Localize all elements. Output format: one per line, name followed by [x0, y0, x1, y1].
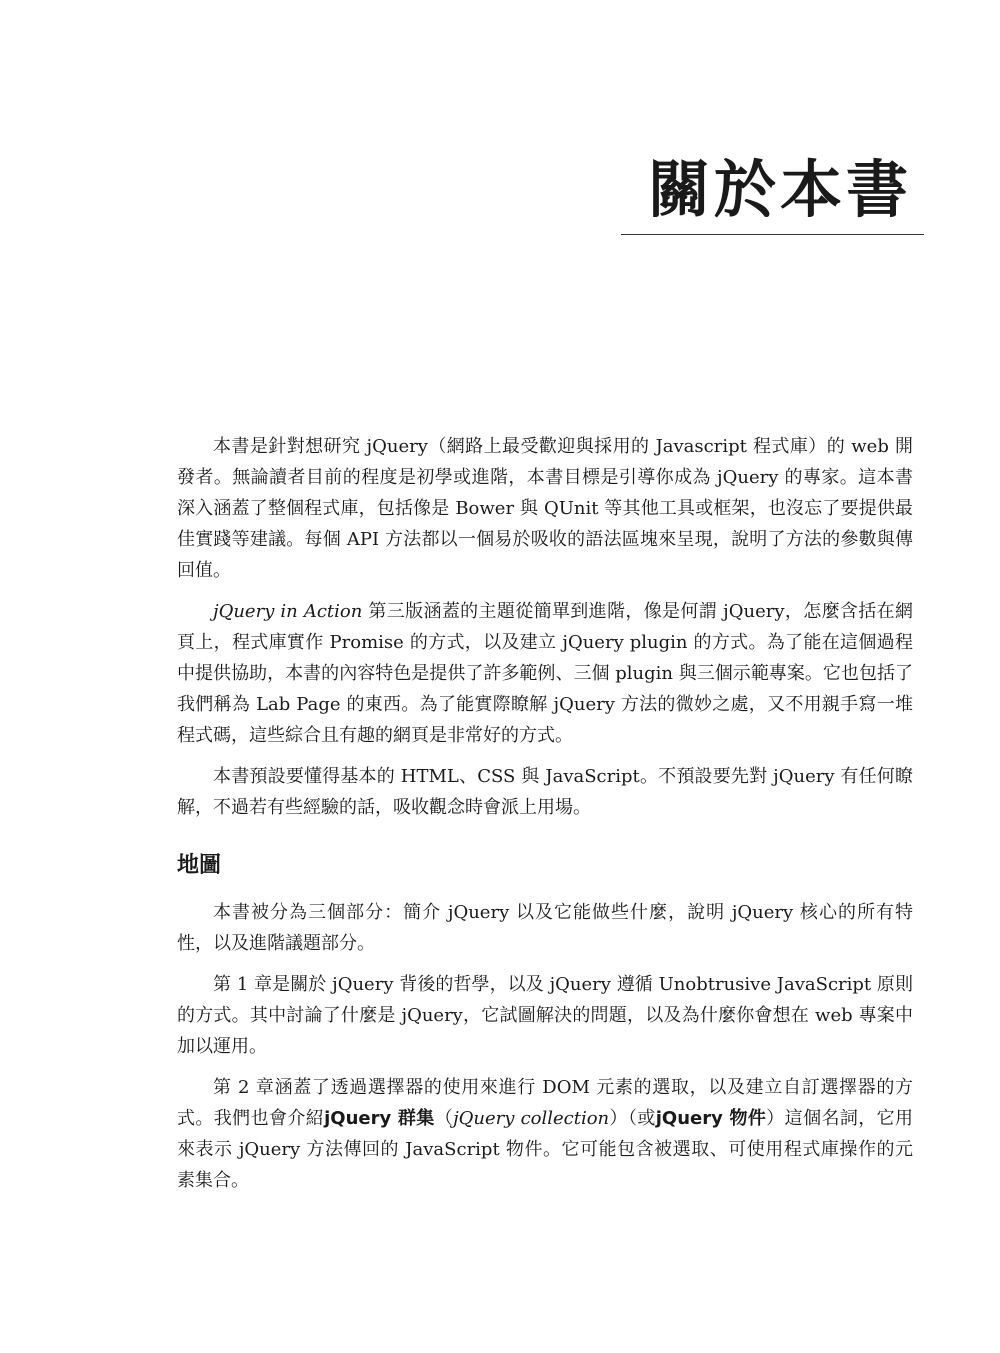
- roadmap-paragraph-3: [177, 1072, 913, 1196]
- roadmap-paragraph-1: 本書被分為三個部分：簡介 jQuery 以及它能做些什麼，說明 jQuery 核心的所有特性，以及進階議題部分。: [177, 902, 913, 954]
- body-text: [177, 431, 913, 1206]
- roadmap-paragraph-3-text-a: 第 2 章涵蓋了透過選擇器的使用來進行 DOM 元素的選取，以及建立自訂選擇器的方式。我們也會介紹: [177, 1077, 913, 1129]
- roadmap-paragraph-3-text-d: ）這個名詞，它用來表示 jQuery 方法傳回的 JavaScript 物件。它可能包含被選取、可使用程式庫操作的元素集合。: [177, 1108, 914, 1191]
- term-jquery-collection: jQuery 群集: [324, 1108, 435, 1129]
- term-jquery-object: jQuery 物件: [655, 1108, 767, 1129]
- book-title: jQuery in Action: [213, 601, 363, 622]
- intro-paragraph-2-text: 第三版涵蓋的主題從簡單到進階，像是何謂 jQuery，怎麼含括在網頁上，程式庫實作 Promise 的方式，以及建立 jQuery plugin 的方式。為了能在這個過程中提供協助，本書的內容特色是提供了許多範例、三個 plugin 與三個示範專案。它也包括了我們稱為 Lab Page 的東西。為了能實際瞭解 jQuery 方法的微妙之處，又不用親手寫一堆程式碼，這些綜合且有趣的網頁是非常好的方式。: [177, 601, 913, 746]
- title-divider: [621, 234, 924, 235]
- page-title: 關於本書: [647, 153, 912, 226]
- roadmap-paragraph-3-text-b: （: [434, 1108, 454, 1129]
- term-jquery-collection-english: jQuery collection: [453, 1108, 610, 1129]
- section-heading-roadmap: 地圖: [177, 853, 222, 878]
- intro-paragraph-1: 本書是針對想研究 jQuery（網路上最受歡迎與採用的 Javascript 程式庫）的 web 開發者。無論讀者目前的程度是初學或進階，本書目標是引導你成為 jQuery 的專家。這本書深入涵蓋了整個程式庫，包括像是 Bower 與 QUnit 等其他工具或框架，也沒忘了要提供最佳實踐等建議。每個 API 方法都以一個易於吸收的語法區塊來呈現，說明了方法的參數與傳回值。: [177, 436, 913, 581]
- roadmap-paragraph-2: 第 1 章是關於 jQuery 背後的哲學，以及 jQuery 遵循 Unobtrusive JavaScript 原則的方式。其中討論了什麼是 jQuery，它試圖解決的問題，以及為什麼你會想在 web 專案中加以運用。: [177, 974, 913, 1057]
- roadmap-paragraph-3-text-c: ）（或: [609, 1108, 656, 1129]
- intro-paragraph-3: 本書預設要懂得基本的 HTML、CSS 與 JavaScript。不預設要先對 jQuery 有任何瞭解，不過若有些經驗的話，吸收觀念時會派上用場。: [177, 766, 913, 818]
- intro-paragraph-2: [177, 596, 913, 751]
